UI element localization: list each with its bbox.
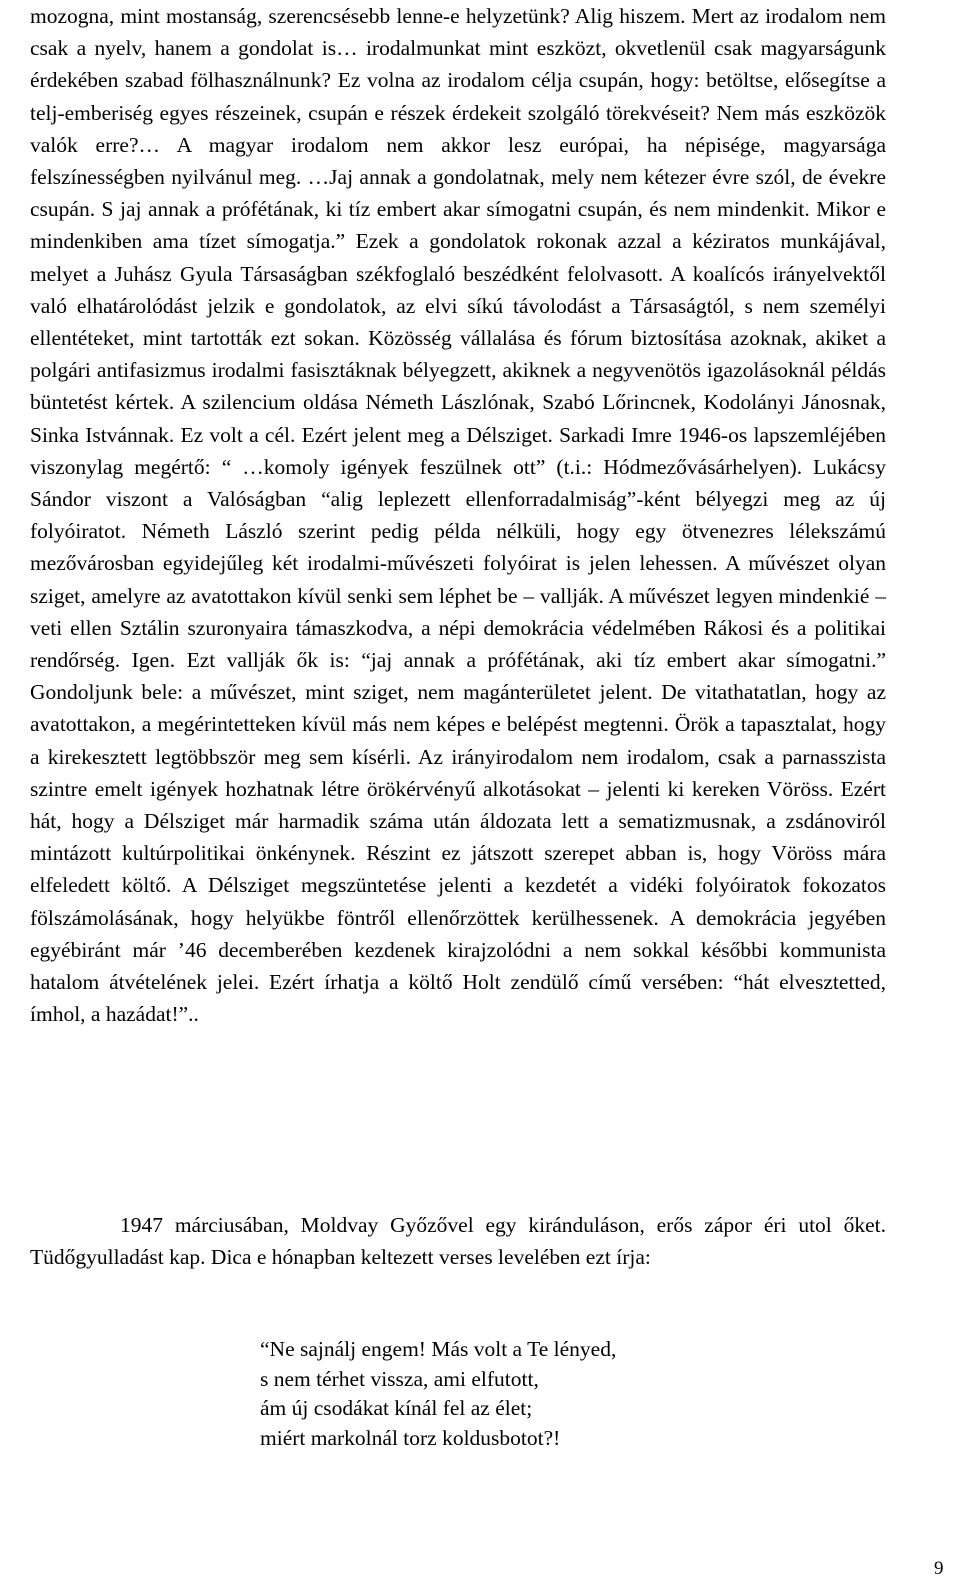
body-paragraph-1: mozogna, mint mostanság, szerencsésebb lenne-e helyzetünk? Alig hiszem. Mert az irodalom nem csak a nyelv, hanem a gondolat is… irodalmunkat mint eszközt, okvetlenül csak magyarságunk érdekében szabad fölhasználnunk? Ez volna az irodalom célja csupán, hogy: betöltse, elősegítse a telj-emberiség egyes részeinek, csupán e részek érdekeit szolgáló törekvéseit? Nem más eszközök valók erre?… A magyar irodalom nem akkor lesz európai, ha népisége, magyarsága felszínességben nyilvánul meg. …Jaj annak a gondolatnak, mely nem kétezer évre szól, de évekre csupán. S jaj annak a prófétának, ki tíz embert akar símogatni csupán, és nem mindenkit. Mikor e mindenkiben ama tízet símogatja.” Ezek a gondolatok rokonak azzal a kéziratos munkájával, melyet a Juhász Gyula Társaságban székfoglaló beszédként felolvasott. A koalícós irányelvektől való elhatárolódást jelzik e gondolatok, az elvi síkú távolodást a Társaságtól, s nem személyi ellentéteket, mint tartották ezt sokan. Közösség vállalása és fórum biztosítása azoknak, akiket a polgári antifasizmus irodalmi fasisztáknak bélyegzett, akiknek a negyvenötös igazolásoknál példás büntetést kértek. A szilencium oldása Németh Lászlónak, Szabó Lőrincnek, Kodolányi Jánosnak, Sinka Istvánnak. Ez volt a cél. Ezért jelent meg a Délsziget. Sarkadi Imre 1946-os lapszemléjében viszonylag megértő: “ …komoly igények feszülnek ott” (t.i.: Hódmezővásárhelyen). Lukácsy Sándor viszont a Valóságban “alig leplezett ellenforradalmiság”-ként bélyegzi meg az új folyóiratot. Németh László szerint pedig példa nélküli, hogy egy ötvenezres lélekszámú mezővárosban egyidejűleg két irodalmi-művészeti folyóirat is jelen lehessen. A művészet olyan sziget, amelyre az avatottakon kívül senki sem léphet be – vallják. A művészet legyen mindenkié – veti ellen Sztálin szuronyaira támaszkodva, a népi demokrácia védelmében Rákosi és a politikai rendőrség. Igen. Ezt vallják ők is: “jaj annak a prófétának, aki tíz embert akar símogatni.” Gondoljunk bele: a művészet, mint sziget, nem magánterületet jelent. De vitathatatlan, hogy az avatottakon, a megérintetteken kívül más nem képes e belépést megtenni. Örök a tapasztalat, hogy a kirekesztett legtöbbször meg sem kísérli. Az irányirodalom nem irodalom, csak a parnasszista szintre emelt igények hozhatnak létre örökérvényű alkotásokat – jelenti ki kereken Vöröss. Ezért hát, hogy a Délsziget már harmadik száma után áldozata lett a sematizmusnak, a zsdánoviról mintázott kultúrpolitikai önkénynek. Részint ez játszott szerepet abban is, hogy Vöröss mára elfeledett költő. A Délsziget megszüntetése jelenti a kezdetét a vidéki folyóiratok fokozatos fölszámolásának, hogy helyükbe föntről ellenőrzöttek kerülhessenek. A demokrácia jegyében egyébiránt már ’46 decemberében kezdenek kirajzolódni a nem sokkal későbbi kommunista hatalom átvételének jelei. Ezért írhatja a költő Holt zendülő című versében: “hát elvesztetted, ímhol, a hazádat!”.. — [30, 4, 886, 1027]
poem-line-1: “Ne sajnálj engem! Más volt a Te lényed, — [260, 1337, 617, 1361]
poem-line-4: miért markolnál torz koldusbotot?! — [260, 1425, 561, 1450]
poem-line-3: ám új csodákat kínál fel az élet; — [260, 1396, 533, 1420]
body-paragraph-2: 1947 márciusában, Moldvay Győzővel egy kiránduláson, erős zápor éri utol őket. Tüdőgyulladást kap. Dica e hónapban keltezett verses levelében ezt írja: — [30, 1213, 886, 1270]
poem-quote — [260, 1335, 616, 1453]
poem-line-2: s nem térhet vissza, ami elfutott, — [260, 1366, 539, 1391]
page-number: 9 — [934, 1558, 944, 1579]
